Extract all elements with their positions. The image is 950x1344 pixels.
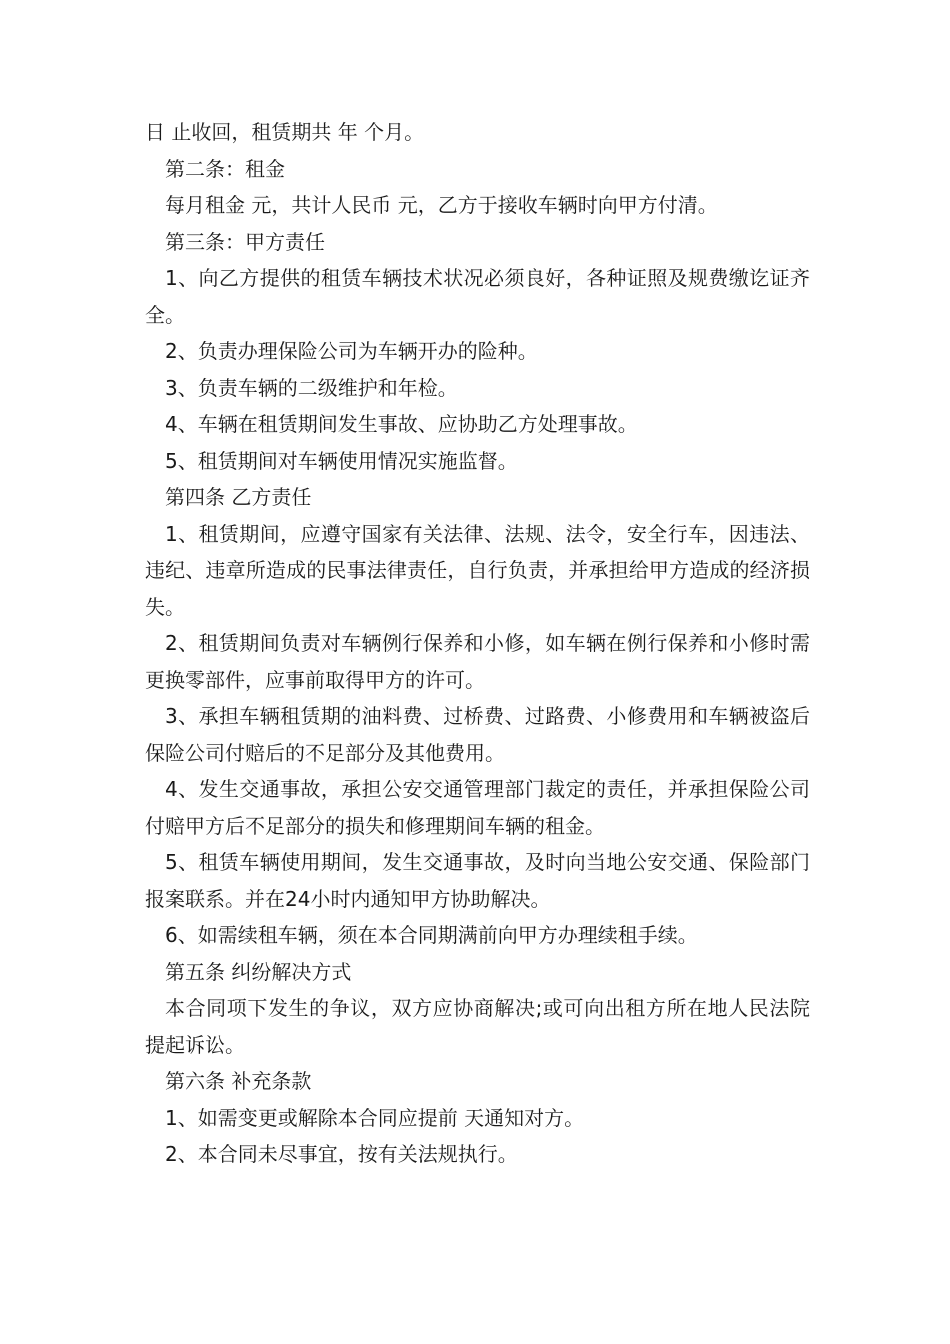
- list-item: 4、车辆在租赁期间发生事故、应协助乙方处理事故。: [165, 412, 638, 436]
- list-item: 1、向乙方提供的租赁车辆技术状况必须良好，各种证照及规费缴讫证齐全。: [145, 266, 810, 327]
- list-item: 5、租赁车辆使用期间，发生交通事故，及时向当地公安交通、保险部门报案联系。并在24小时内通知甲方协助解决。: [145, 850, 810, 911]
- list-item: 6、如需续租车辆，须在本合同期满前向甲方办理续租手续。: [165, 923, 698, 947]
- list-item: 2、负责办理保险公司为车辆开办的险种。: [165, 339, 538, 363]
- document-body: [145, 114, 810, 1173]
- list-item: 4、发生交通事故，承担公安交通管理部门裁定的责任，并承担保险公司付赔甲方后不足部分的损失和修理期间车辆的租金。: [145, 777, 810, 838]
- heading-article-4: 第四条 乙方责任: [165, 485, 312, 509]
- paragraph-lease-period: 日 止收回，租赁期共 年 个月。: [145, 120, 425, 144]
- paragraph-dispute: 本合同项下发生的争议，双方应协商解决;或可向出租方所在地人民法院提起诉讼。: [145, 996, 810, 1057]
- heading-article-5: 第五条 纠纷解决方式: [165, 959, 352, 984]
- list-item: 2、本合同未尽事宜，按有关法规执行。: [165, 1142, 518, 1166]
- heading-article-6: 第六条 补充条款: [165, 1069, 312, 1093]
- list-item: 3、负责车辆的二级维护和年检。: [165, 375, 458, 400]
- list-item: 5、租赁期间对车辆使用情况实施监督。: [165, 448, 518, 473]
- list-item: 1、租赁期间，应遵守国家有关法律、法规、法令，安全行车，因违法、违纪、违章所造成的民事法律责任，自行负责，并承担给甲方造成的经济损失。: [145, 521, 810, 619]
- heading-article-2: 第二条：租金: [165, 156, 285, 181]
- list-item: 1、如需变更或解除本合同应提前 天通知对方。: [165, 1105, 585, 1130]
- paragraph-rent: 每月租金 元，共计人民币 元，乙方于接收车辆时向甲方付清。: [165, 193, 718, 217]
- heading-article-3: 第三条：甲方责任: [165, 229, 325, 254]
- list-item: 3、承担车辆租赁期的油料费、过桥费、过路费、小修费用和车辆被盗后保险公司付赔后的不足部分及其他费用。: [145, 704, 810, 765]
- list-item: 2、租赁期间负责对车辆例行保养和小修，如车辆在例行保养和小修时需更换零部件，应事前取得甲方的许可。: [145, 631, 810, 692]
